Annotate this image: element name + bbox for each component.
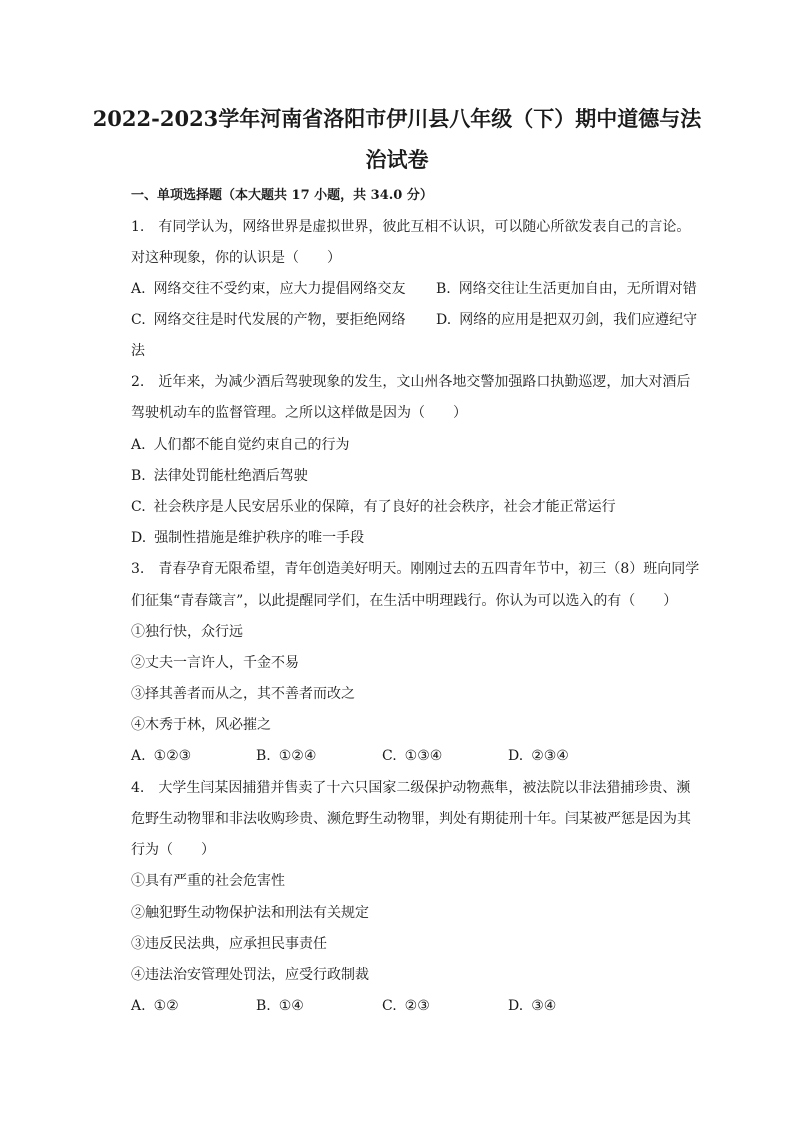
question-3-item-3: ③择其善者而从之，其不善者而改之 (131, 686, 355, 702)
question-3-item-1: ①独行快，众行远 (131, 624, 243, 640)
question-2-stem-text: 近年来，为减少酒后驾驶现象的发生，文山州各地交警加强路口执勤巡逻，加大对酒后 (158, 374, 691, 390)
question-4-item-4: ④违法治安管理处罚法，应受行政制裁 (131, 967, 369, 983)
question-1-stem-line2: 对这种现象，你的认识是（ ） (131, 250, 341, 266)
section-heading: 一、单项选择题（本大题共 17 小题，共 34.0 分） (131, 188, 433, 203)
question-4-stem-line2: 危野生动物罪和非法收购珍贵、濒危野生动物罪，判处有期徒刑十年。闫某被严惩是因为其 (131, 811, 691, 827)
question-3-stem-line1 (131, 560, 699, 578)
question-3-stem-text: 青春孕育无限希望，青年创造美好明天。刚刚过去的五四青年节中，初三（8）班向同学 (158, 561, 700, 577)
question-3-item-2: ②丈夫一言许人，千金不易 (131, 655, 299, 671)
question-4-item-3: ③违反民法典，应承担民事责任 (131, 936, 327, 952)
question-1-option-c: C. 网络交往是时代发展的产物，要拒绝网络 (131, 312, 406, 328)
exam-title-line1: 2022-2023学年河南省洛阳市伊川县八年级（下）期中道德与法 (92, 106, 702, 131)
question-4-stem-text: 大学生闫某因捕猎并售卖了十六只国家二级保护动物燕隼，被法院以非法猎捕珍贵、濒 (158, 780, 691, 796)
question-3-option-a: A. ①②③ (131, 748, 192, 764)
question-1-stem-line1 (131, 218, 690, 236)
question-4-stem-line1 (131, 779, 690, 797)
question-4-option-b: B. ①④ (256, 998, 304, 1014)
question-2-stem-line1 (131, 373, 690, 391)
question-1-stem-text: 有同学认为，网络世界是虚拟世界，彼此互相不认识，可以随心所欲发表自己的言论。 (158, 219, 691, 235)
question-3-option-d: D. ②③④ (508, 748, 569, 764)
question-1-option-b: B. 网络交往让生活更加自由，无所谓对错 (436, 281, 697, 297)
question-3-number: 3. (131, 561, 145, 577)
question-1-option-d-wrap: 法 (131, 343, 145, 359)
question-3-option-b: B. ①②④ (256, 748, 317, 764)
question-2-option-b: B. 法律处罚能杜绝酒后驾驶 (131, 468, 308, 484)
question-1-option-d: D. 网络的应用是把双刃剑，我们应遵纪守 (436, 312, 698, 328)
question-2-option-c: C. 社会秩序是人民安居乐业的保障，有了良好的社会秩序，社会才能正常运行 (131, 499, 616, 515)
question-4-option-c: C. ②③ (382, 998, 430, 1014)
question-2-stem-line2: 驾驶机动车的监督管理。之所以这样做是因为（ ） (131, 405, 467, 421)
question-4-option-a: A. ①② (131, 998, 179, 1014)
question-2-option-a: A. 人们都不能自觉约束自己的行为 (131, 437, 350, 453)
question-4-number: 4. (131, 780, 145, 796)
question-3-item-4: ④木秀于林，风必摧之 (131, 717, 271, 733)
question-4-item-2: ②触犯野生动物保护法和刑法有关规定 (131, 905, 369, 921)
question-2-number: 2. (131, 374, 145, 390)
question-3-stem-line2: 们征集“青春箴言”，以此提醒同学们，在生活中明理践行。你认为可以选入的有（ ） (131, 593, 678, 609)
question-4-option-d: D. ③④ (508, 998, 557, 1014)
question-2-option-d: D. 强制性措施是维护秩序的唯一手段 (131, 530, 365, 546)
question-3-option-c: C. ①③④ (382, 748, 443, 764)
question-4-item-1: ①具有严重的社会危害性 (131, 873, 285, 889)
exam-title-line2: 治试卷 (365, 147, 429, 172)
question-1-number: 1. (131, 219, 145, 235)
question-4-stem-line3: 行为（ ） (131, 842, 215, 858)
question-1-option-a: A. 网络交往不受约束，应大力提倡网络交友 (131, 281, 406, 297)
